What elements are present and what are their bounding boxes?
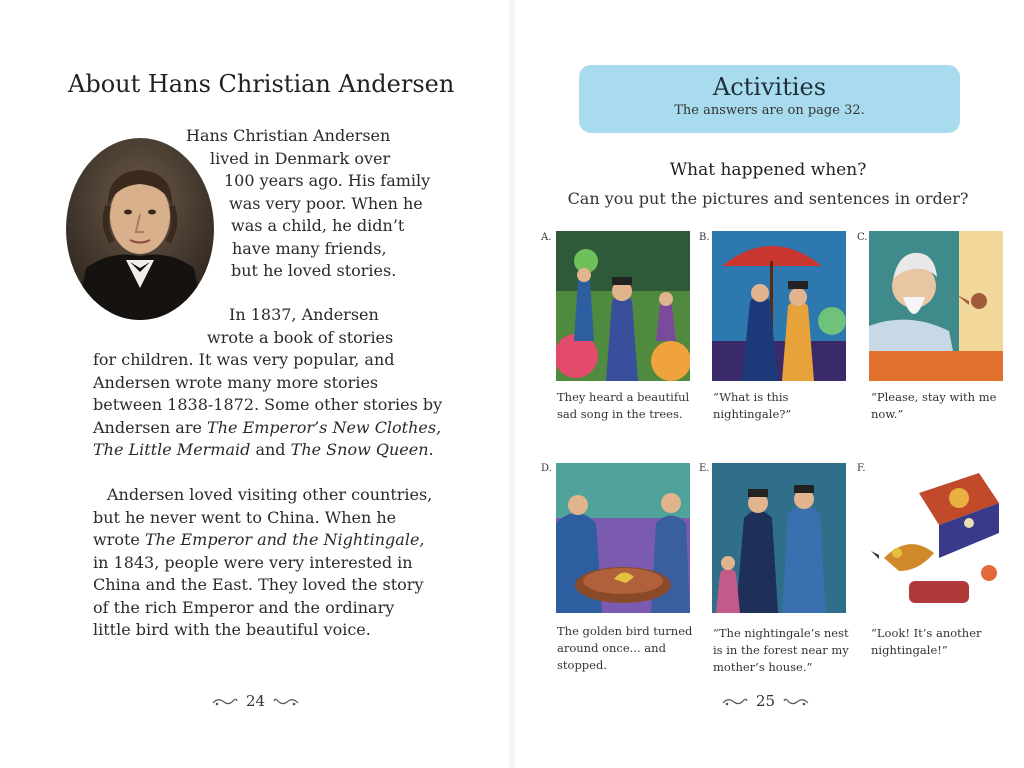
caption-line: “The nightingale’s nest — [713, 626, 849, 640]
history-paragraph — [93, 304, 442, 462]
china-paragraph — [93, 484, 432, 642]
activity-caption-c — [871, 389, 1011, 423]
activities-subtitle: The answers are on page 32. — [674, 103, 865, 118]
flourish-icon — [273, 694, 299, 708]
text-run: wrote — [93, 530, 145, 549]
intro-line: have many friends, — [232, 238, 387, 258]
page-number-left — [212, 692, 299, 710]
flourish-icon — [783, 694, 809, 708]
intro-line: lived in Denmark over — [210, 148, 391, 168]
history-line — [93, 439, 442, 462]
parasol-scene-illustration — [712, 231, 846, 381]
history-line — [93, 417, 442, 440]
courtiers-scene-illustration — [712, 463, 846, 613]
intro-paragraph — [186, 125, 430, 283]
caption-line: now.” — [871, 407, 904, 421]
activity-picture-f — [869, 463, 1003, 613]
caption-line: “Look! It’s another — [871, 626, 982, 640]
caption-line: The golden bird turned — [557, 624, 693, 638]
forest-scene-illustration — [556, 231, 690, 381]
intro-line: was a child, he didn’t — [231, 216, 405, 235]
flourish-icon — [722, 694, 748, 708]
activity-letter: C. — [857, 232, 868, 243]
history-line: for children. It was very popular, and — [93, 350, 395, 369]
emperor-bird-illustration — [869, 231, 1003, 381]
activity-picture-a — [556, 231, 690, 381]
intro-line: 100 years ago. His family — [224, 171, 431, 190]
page-title: About Hans Christian Andersen — [68, 70, 455, 98]
activity-caption-a — [557, 389, 697, 423]
page-number-right — [722, 692, 809, 710]
china-line: in 1843, people were very interested in — [93, 552, 413, 572]
intro-line: but he loved stories. — [231, 261, 397, 280]
caption-line: is in the forest near my — [713, 643, 849, 657]
activities-header-box — [579, 65, 960, 133]
question-title: What happened when? — [669, 160, 867, 180]
caption-line: stopped. — [557, 658, 607, 672]
activity-caption-b — [713, 389, 853, 423]
caption-line: sad song in the trees. — [557, 407, 683, 421]
activity-picture-c — [869, 231, 1003, 381]
activity-letter: D. — [541, 463, 552, 474]
text-run: and — [250, 440, 291, 459]
page-number: 24 — [246, 692, 266, 710]
caption-line: mother’s house.” — [713, 660, 813, 674]
china-line: little bird with the beautiful voice. — [93, 620, 371, 639]
activity-picture-b — [712, 231, 846, 381]
activity-picture-d — [556, 463, 690, 613]
caption-line: nightingale!” — [871, 643, 948, 657]
china-line: but he never went to China. When he — [93, 507, 397, 527]
history-line: between 1838-1872. Some other stories by — [93, 395, 443, 414]
china-line: China and the East. They loved the story — [93, 575, 424, 594]
text-run: Andersen are — [93, 417, 208, 437]
page-number: 25 — [756, 692, 776, 710]
book-title-emperors-new-clothes: The Emperor’s New Clothes, — [207, 417, 442, 437]
caption-line: “Please, stay with me — [871, 390, 997, 404]
activity-letter: E. — [699, 463, 710, 474]
history-line: Andersen wrote many more stories — [93, 372, 379, 392]
book-title-emperor-nightingale: The Emperor and the Nightingale, — [144, 530, 425, 549]
activity-caption-d — [557, 623, 697, 674]
mechanical-bird-box-illustration — [869, 463, 1003, 613]
intro-line: Hans Christian Andersen — [186, 126, 391, 145]
flourish-icon — [212, 694, 238, 708]
caption-line: nightingale?” — [713, 407, 792, 421]
china-line — [93, 529, 432, 552]
activity-letter: F. — [857, 463, 866, 474]
caption-line: around once... and — [557, 641, 666, 655]
activity-caption-f — [871, 625, 1011, 659]
history-line: wrote a book of stories — [207, 327, 394, 347]
intro-line: was very poor. When he — [229, 193, 423, 213]
activities-title: Activities — [712, 73, 827, 101]
activity-letter: A. — [541, 232, 552, 243]
caption-line: They heard a beautiful — [557, 390, 690, 404]
china-line: of the rich Emperor and the ordinary — [93, 597, 395, 617]
history-line: In 1837, Andersen — [229, 305, 379, 324]
activity-picture-e — [712, 463, 846, 613]
activity-caption-e — [713, 625, 853, 676]
book-title-little-mermaid: The Little Mermaid — [93, 440, 251, 459]
caption-line: “What is this — [713, 390, 789, 404]
golden-bird-table-illustration — [556, 463, 690, 613]
china-line: Andersen loved visiting other countries, — [107, 485, 433, 504]
question-text: Can you put the pictures and sentences in order? — [567, 189, 969, 208]
activity-letter: B. — [699, 232, 710, 243]
book-title-snow-queen: The Snow Queen. — [290, 440, 434, 459]
